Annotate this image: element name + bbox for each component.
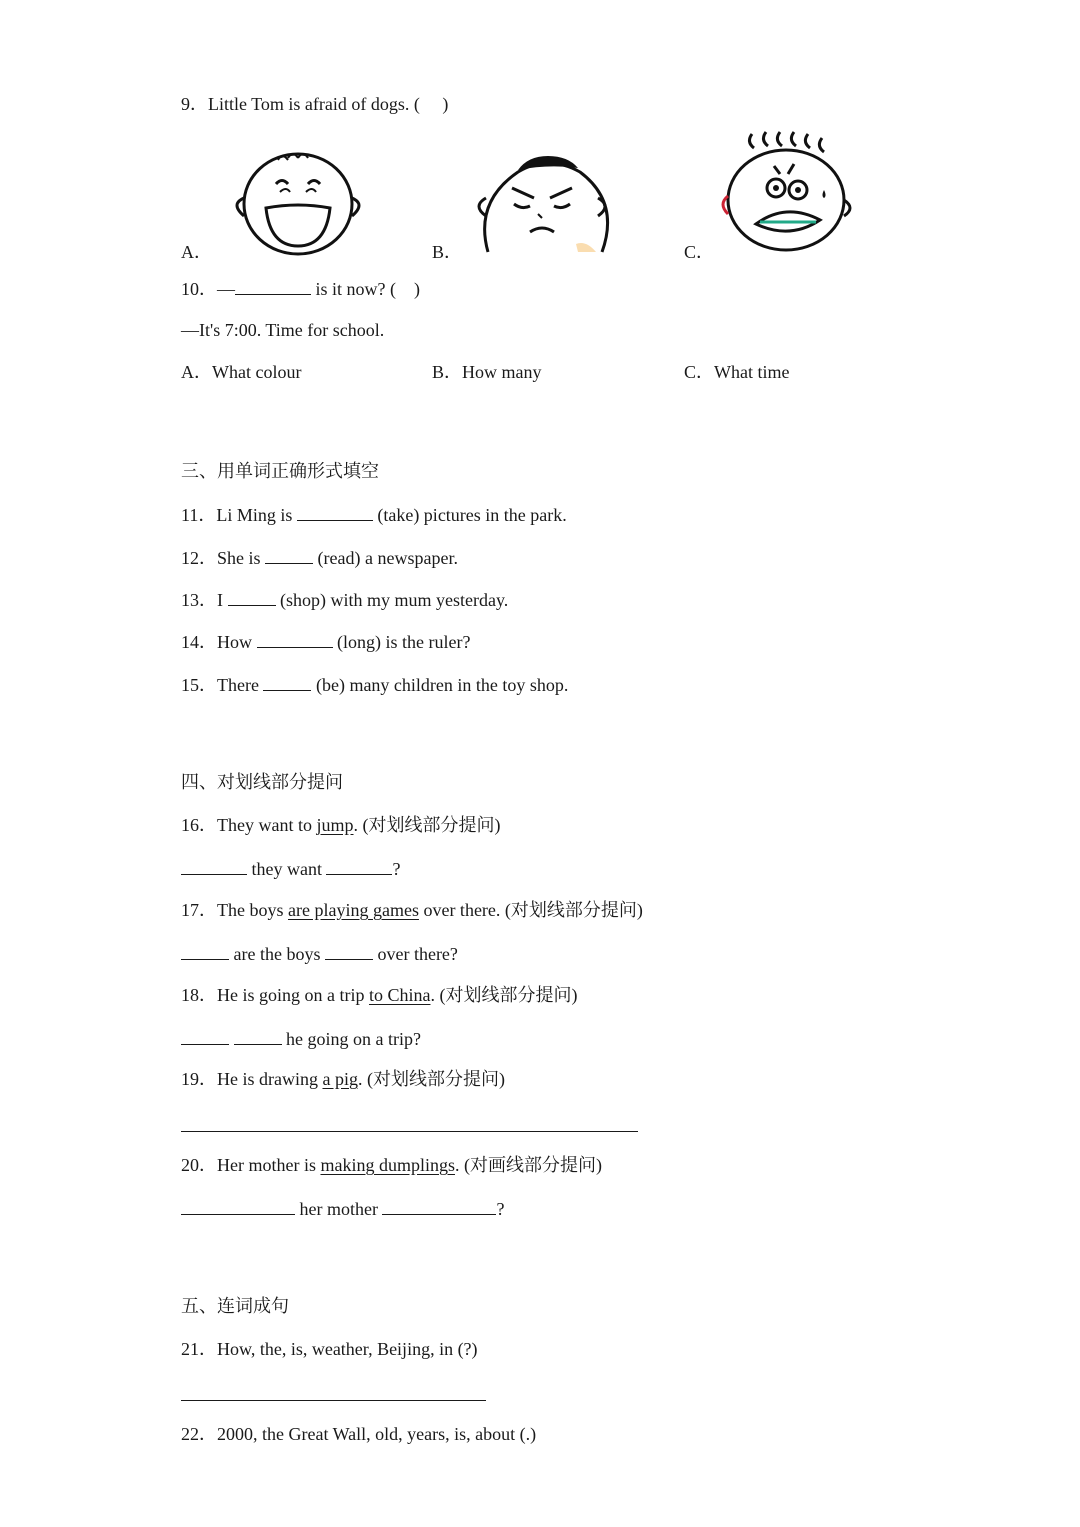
q18-text-a: 18．He is going on a trip (181, 985, 369, 1005)
q10-option-c: C．What time (684, 362, 790, 382)
q17-response-mid: are the boys (229, 944, 325, 964)
q13-blank (228, 587, 276, 606)
q17-underlined: are playing games (288, 900, 419, 920)
q16-underlined: jump (316, 815, 354, 835)
q9-option-b-label: B． (432, 242, 463, 262)
q15-text-b: (be) many children in the toy shop. (311, 675, 569, 695)
smiling-face-icon (228, 150, 368, 258)
question-19 (181, 1067, 505, 1091)
q18-response (181, 1026, 421, 1051)
q14-text-b: (long) is the ruler? (332, 632, 471, 652)
q16-blank-2 (326, 856, 392, 875)
q20-underlined: making dumplings (320, 1155, 455, 1175)
q18-response-end: he going on a trip? (281, 1029, 421, 1049)
q15-blank (263, 672, 311, 691)
question-13 (181, 587, 508, 612)
q9-option-a-label: A． (181, 242, 212, 262)
q18-underlined: to China (368, 985, 431, 1005)
q17-response (181, 941, 458, 966)
q21-answer-line (181, 1400, 486, 1401)
question-22: 22．2000, the Great Wall, old, years, is, about (.) (181, 1424, 537, 1444)
q20-response-end: ? (496, 1199, 505, 1219)
q11-blank (297, 502, 373, 521)
q12-text-b: (read) a newspaper. (313, 548, 458, 568)
q16-response (181, 856, 400, 881)
scared-face-icon (712, 130, 858, 254)
q15-text-a: 15．There (181, 675, 264, 695)
q16-response-mid: they want (247, 859, 327, 879)
q11-text-a: 11．Li Ming is (181, 505, 297, 525)
q10-option-a: A．What colour (181, 362, 302, 382)
q20-response-mid: her mother (295, 1199, 383, 1219)
q17-response-end: over there? (372, 944, 458, 964)
q10-option-b: B．How many (432, 362, 542, 382)
q10-answer-line: —It's 7:00. Time for school. (181, 320, 385, 340)
q18-text-b: . (对划线部分提问) (430, 985, 578, 1005)
q20-blank-2 (382, 1196, 496, 1215)
q17-text-a: 17．The boys (181, 900, 288, 920)
q19-text-b: . (对划线部分提问) (357, 1069, 505, 1089)
q16-text-b: . (对划线部分提问) (353, 815, 501, 835)
section-4-heading: 四、对划线部分提问 (181, 772, 343, 792)
q18-blank-2 (234, 1026, 282, 1045)
q20-response (181, 1196, 504, 1221)
section-5-heading: 五、连词成句 (181, 1296, 289, 1316)
q13-text-b: (shop) with my mum yesterday. (275, 590, 509, 610)
q13-text-a: 13．I (181, 590, 228, 610)
q10-blank (235, 276, 311, 295)
question-14 (181, 629, 470, 654)
question-15 (181, 672, 568, 697)
q20-blank-1 (181, 1196, 295, 1215)
question-12 (181, 545, 458, 570)
q19-answer-line (181, 1131, 638, 1132)
question-16 (181, 813, 501, 837)
q19-text-a: 19．He is drawing (181, 1069, 323, 1089)
question-18 (181, 983, 577, 1007)
q9-option-c-label: C． (684, 242, 715, 262)
q11-text-b: (take) pictures in the park. (372, 505, 567, 525)
angry-face-icon (468, 152, 618, 258)
q17-blank-1 (181, 941, 229, 960)
question-9: 9．Little Tom is afraid of dogs. ( ) (181, 94, 449, 114)
section-3-heading: 三、用单词正确形式填空 (181, 461, 379, 481)
question-10 (181, 276, 420, 301)
q20-text-b: . (对画线部分提问) (454, 1155, 602, 1175)
q18-blank-1 (181, 1026, 229, 1045)
q16-blank-1 (181, 856, 247, 875)
question-21: 21．How, the, is, weather, Beijing, in (?) (181, 1339, 478, 1359)
question-20 (181, 1153, 602, 1177)
q10-prefix: 10．— (181, 279, 235, 299)
q14-blank (257, 629, 333, 648)
question-11 (181, 502, 567, 527)
q17-text-b: over there. (对划线部分提问) (418, 900, 643, 920)
q16-response-end: ? (392, 859, 401, 879)
q17-blank-2 (325, 941, 373, 960)
q14-text-a: 14．How (181, 632, 257, 652)
q19-underlined: a pig (322, 1069, 358, 1089)
q10-suffix: is it now? ( ) (311, 279, 420, 299)
q12-blank (265, 545, 313, 564)
q16-text-a: 16．They want to (181, 815, 317, 835)
q12-text-a: 12．She is (181, 548, 266, 568)
question-17 (181, 898, 643, 922)
q20-text-a: 20．Her mother is (181, 1155, 321, 1175)
